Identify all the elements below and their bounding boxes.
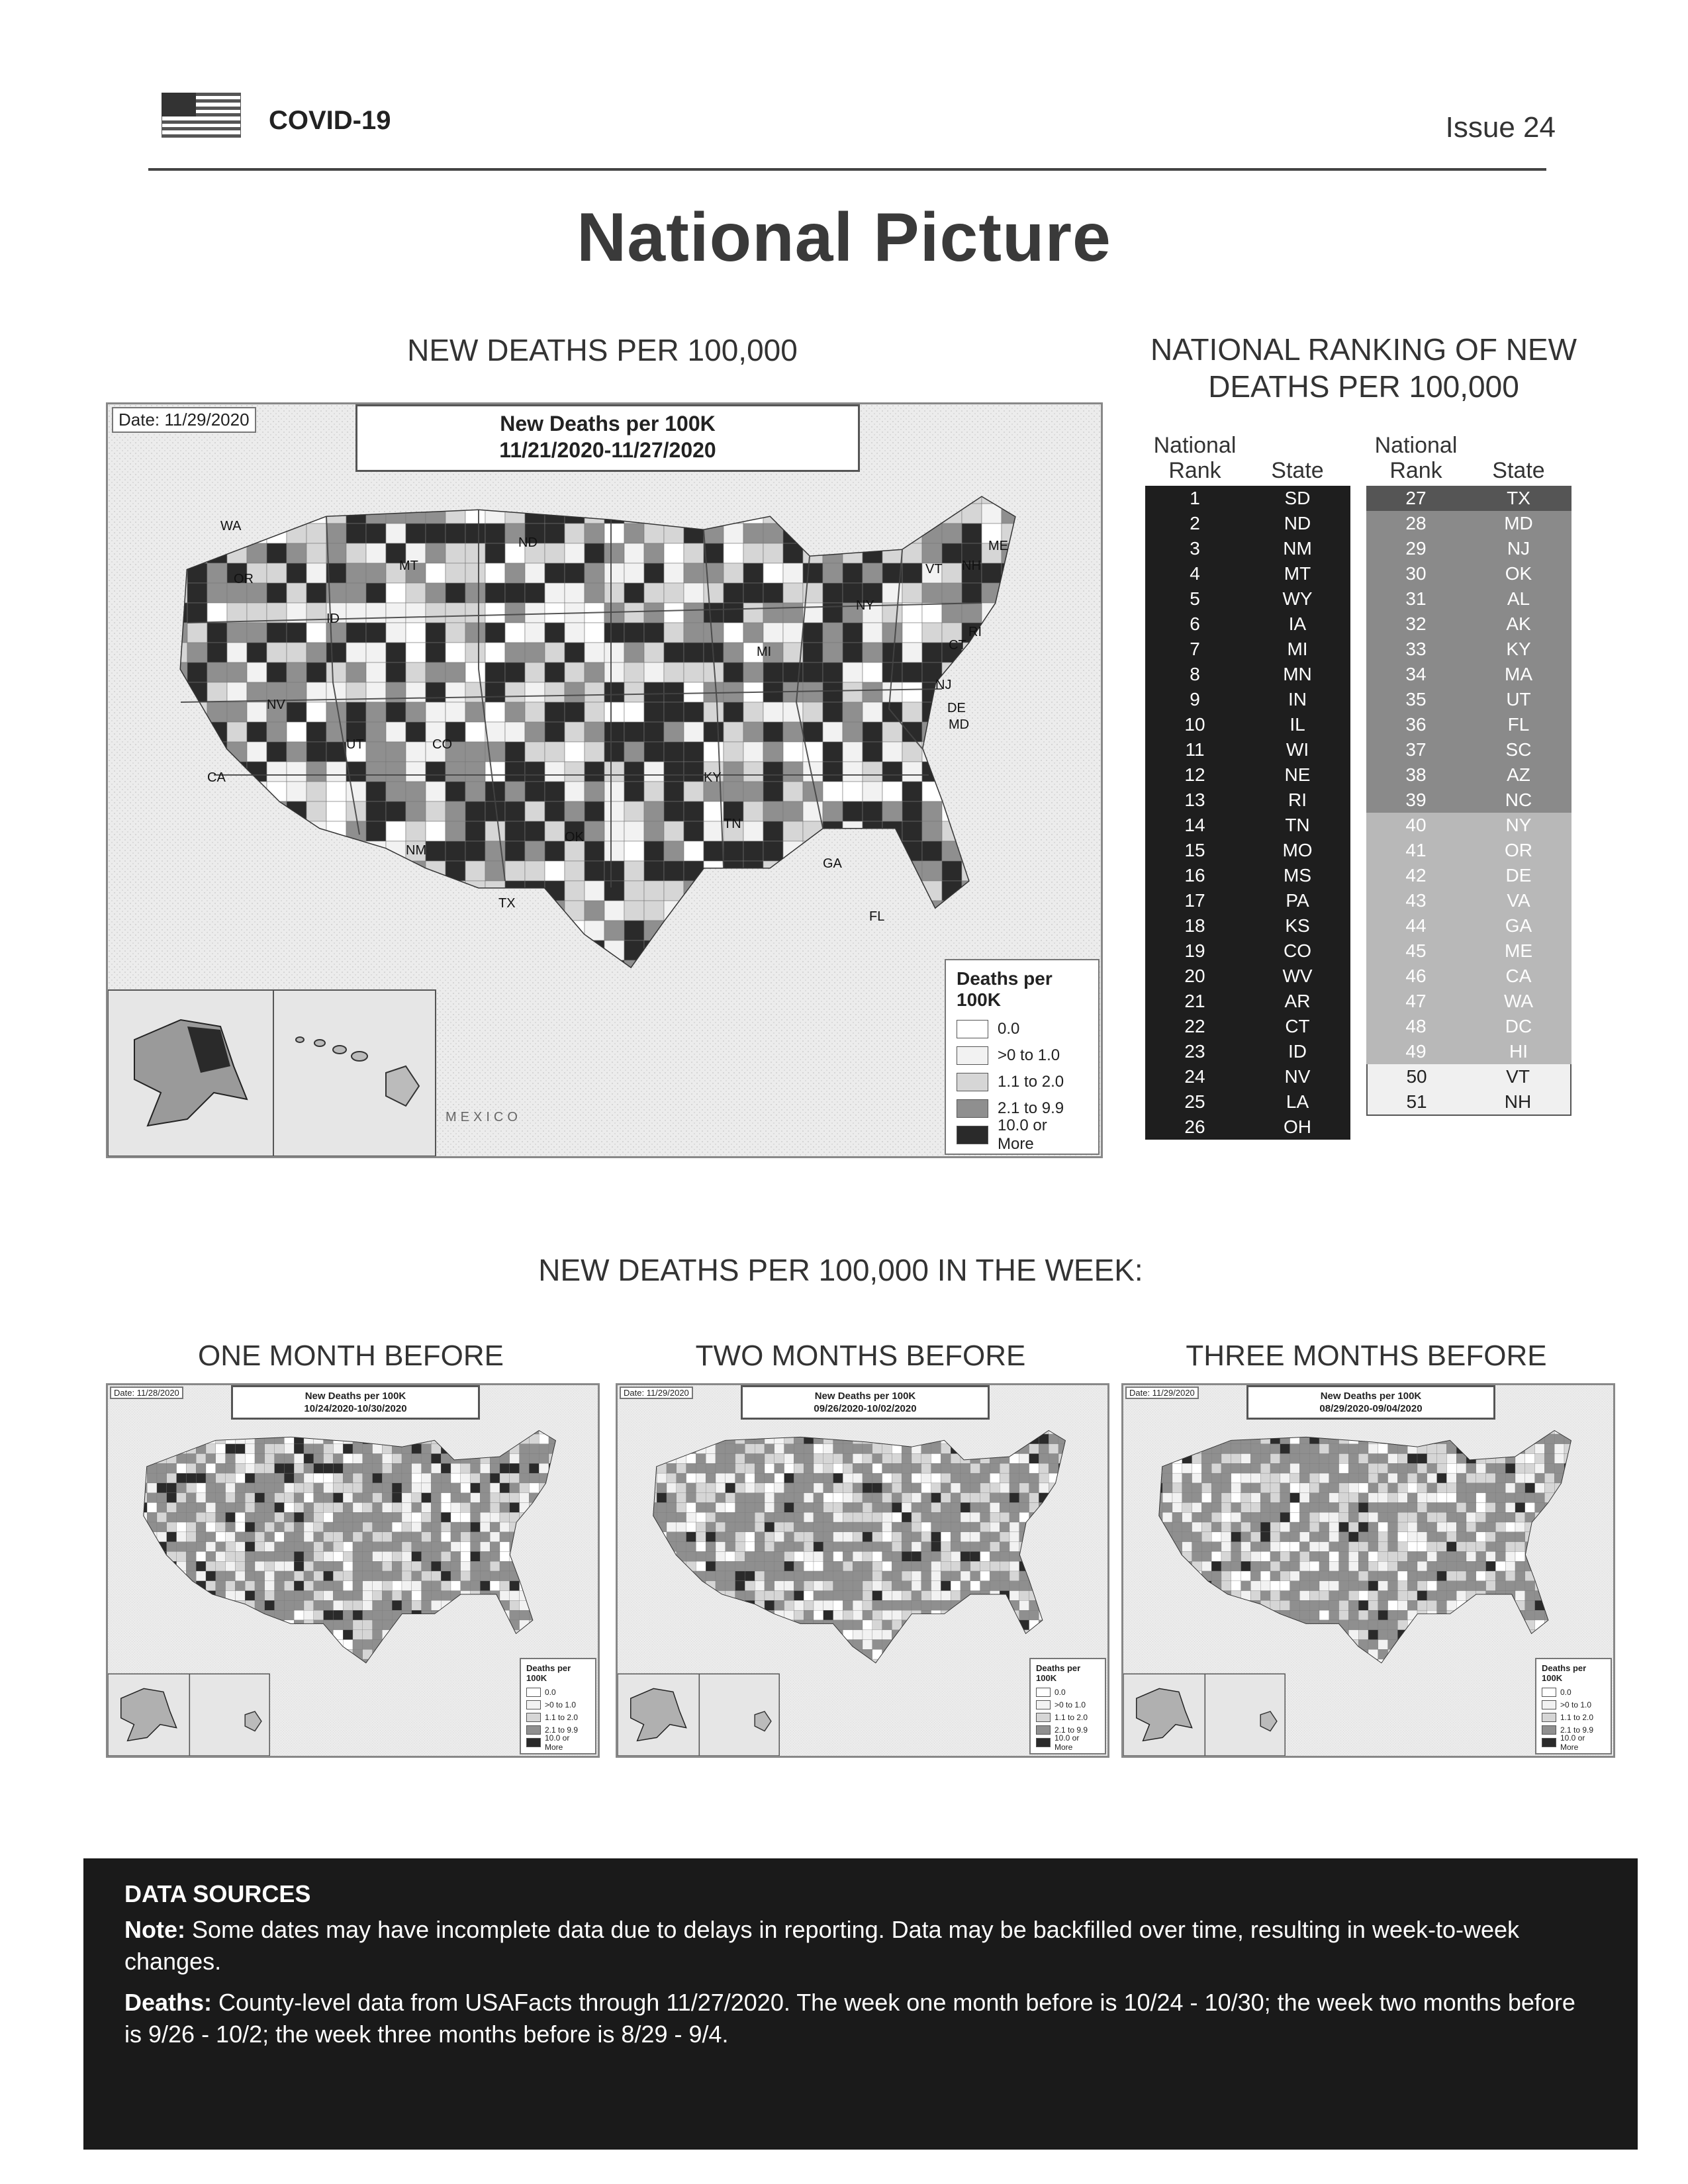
week-map-legend — [520, 1658, 596, 1754]
week-map-heading — [741, 1385, 990, 1420]
rank-row — [1366, 612, 1571, 637]
rank-number: 24 — [1184, 1066, 1205, 1087]
rank-state: ND — [1284, 513, 1311, 533]
legend-item — [1542, 1733, 1605, 1752]
rank-row — [1145, 863, 1350, 888]
legend-label: 10.0 or More — [544, 1733, 570, 1752]
legend-label: 0.0 — [545, 1687, 556, 1697]
legend-swatch — [526, 1738, 541, 1747]
week-map-label: THREE MONTHS BEFORE — [1186, 1340, 1547, 1372]
legend-item — [1542, 1698, 1605, 1711]
rank-number: 29 — [1405, 538, 1427, 559]
legend-swatch — [957, 1073, 988, 1091]
rank-number: 17 — [1184, 890, 1205, 911]
rank-head-line2: Rank — [1389, 458, 1442, 483]
map-heading-line1: New Deaths per 100K — [500, 412, 716, 435]
rank-row — [1145, 637, 1350, 662]
rank-row — [1145, 813, 1350, 838]
legend-label: 0.0 — [1055, 1687, 1066, 1697]
rank-state: OR — [1505, 840, 1532, 860]
rank-row — [1145, 964, 1350, 989]
note-label: Note: — [124, 1916, 185, 1943]
legend-title-line1: Deaths per — [526, 1663, 571, 1673]
rank-number: 25 — [1184, 1091, 1205, 1112]
rank-row — [1366, 964, 1571, 989]
state-label: NJ — [935, 678, 952, 692]
rank-number: 42 — [1405, 865, 1427, 886]
rank-row — [1366, 737, 1571, 762]
legend-item — [1542, 1711, 1605, 1723]
map-heading — [355, 404, 860, 472]
rank-number: 35 — [1405, 689, 1427, 709]
legend-swatch — [1036, 1688, 1051, 1697]
legend-swatch — [1542, 1700, 1556, 1709]
rank-number: 2 — [1190, 513, 1200, 533]
rank-row — [1145, 511, 1350, 536]
rank-row — [1366, 561, 1571, 586]
page-title: National Picture — [577, 199, 1111, 276]
state-label: OK — [565, 830, 584, 844]
rank-state: CT — [1285, 1016, 1310, 1036]
rank-row — [1145, 612, 1350, 637]
note-text: Some dates may have incomplete data due to delays in reporting. Data may be backfilled over time, resulting in week-to-week changes. — [124, 1916, 1520, 1975]
rank-row — [1145, 1014, 1350, 1039]
state-label: GA — [823, 856, 842, 871]
state-label: ND — [518, 535, 538, 550]
note-paragraph — [124, 1914, 1597, 1978]
rank-state: MS — [1284, 865, 1311, 886]
legend-swatch — [1542, 1738, 1556, 1747]
week-map-heading — [1246, 1385, 1495, 1420]
rank-number: 28 — [1405, 513, 1427, 533]
legend-label: 0.0 — [1560, 1687, 1571, 1697]
rank-state: MO — [1282, 840, 1313, 860]
issue-number: Issue 24 — [1445, 111, 1556, 144]
rank-state: MN — [1283, 664, 1312, 684]
week-map — [1121, 1383, 1615, 1758]
rank-state: IN — [1288, 689, 1307, 709]
rank-number: 18 — [1184, 915, 1205, 936]
rank-state: MT — [1284, 563, 1311, 584]
legend-label: 2.1 to 9.9 — [1055, 1725, 1088, 1735]
rank-number: 8 — [1190, 664, 1200, 684]
legend-swatch — [1542, 1725, 1556, 1735]
legend-swatch — [526, 1725, 541, 1735]
week-map-legend — [1029, 1658, 1106, 1754]
rank-state: AK — [1506, 614, 1531, 634]
rank-state: WY — [1282, 588, 1313, 609]
legend-label: 1.1 to 2.0 — [998, 1073, 1064, 1091]
rank-row — [1366, 989, 1571, 1014]
rank-number: 36 — [1405, 714, 1427, 735]
week-map-heading-line2: 08/29/2020-09/04/2020 — [1319, 1403, 1423, 1414]
rank-number: 48 — [1405, 1016, 1427, 1036]
week-map-label: TWO MONTHS BEFORE — [695, 1340, 1026, 1372]
rank-number: 37 — [1405, 739, 1427, 760]
legend-swatch — [957, 1020, 988, 1038]
rank-number: 20 — [1184, 966, 1205, 986]
legend-item — [957, 1042, 1088, 1069]
week-section-title: NEW DEATHS PER 100,000 IN THE WEEK: — [538, 1253, 1143, 1287]
rank-number: 50 — [1406, 1066, 1427, 1087]
legend-item — [957, 1116, 1088, 1153]
state-label: MT — [399, 559, 418, 573]
rank-state: PA — [1286, 890, 1309, 911]
rank-number: 43 — [1405, 890, 1427, 911]
rank-row — [1145, 888, 1350, 913]
legend-item — [1036, 1711, 1100, 1723]
rank-state: IL — [1289, 714, 1305, 735]
rank-row — [1145, 762, 1350, 788]
legend-item — [1542, 1686, 1605, 1698]
rank-state: AL — [1507, 588, 1530, 609]
rank-row — [1145, 913, 1350, 938]
state-col-head-right: State — [1492, 458, 1545, 483]
rank-row — [1145, 1064, 1350, 1089]
rank-row — [1145, 712, 1350, 737]
state-label: WA — [220, 519, 242, 533]
rank-number: 27 — [1405, 488, 1427, 508]
rank-state: GA — [1505, 915, 1532, 936]
rank-state: OH — [1284, 1116, 1311, 1137]
ranking-table-left — [1145, 486, 1350, 1140]
week-map-heading — [231, 1385, 480, 1420]
rank-row — [1366, 938, 1571, 964]
rank-row — [1366, 913, 1571, 938]
state-label: RI — [968, 625, 982, 639]
deaths-paragraph — [124, 1987, 1597, 2050]
rank-state: NC — [1505, 790, 1532, 810]
legend-swatch — [526, 1688, 541, 1697]
rank-number: 47 — [1405, 991, 1427, 1011]
rank-row — [1145, 788, 1350, 813]
ranking-title-line1: NATIONAL RANKING OF NEW — [1150, 332, 1577, 367]
rank-row — [1145, 938, 1350, 964]
rank-row — [1145, 536, 1350, 561]
state-label: DE — [947, 701, 966, 715]
rank-row — [1366, 1014, 1571, 1039]
rank-number: 45 — [1405, 940, 1427, 961]
rank-state: NJ — [1507, 538, 1530, 559]
state-label: CO — [432, 737, 452, 752]
state-label: CA — [207, 770, 226, 785]
rank-number: 6 — [1190, 614, 1200, 634]
rank-state: RI — [1288, 790, 1307, 810]
rank-row — [1366, 762, 1571, 788]
rank-head-line2: Rank — [1168, 458, 1221, 483]
legend-swatch — [1036, 1725, 1051, 1735]
rank-row — [1366, 486, 1571, 511]
rank-state: SD — [1284, 488, 1311, 508]
rank-number: 7 — [1190, 639, 1200, 659]
rank-state: LA — [1286, 1091, 1309, 1112]
legend-label: 0.0 — [998, 1020, 1020, 1038]
legend-swatch — [1036, 1738, 1051, 1747]
rank-state: FL — [1507, 714, 1530, 735]
rank-state: CA — [1505, 966, 1532, 986]
rank-state: OK — [1505, 563, 1532, 584]
rank-number: 26 — [1184, 1116, 1205, 1137]
rank-state: DE — [1505, 865, 1532, 886]
rank-number: 22 — [1184, 1016, 1205, 1036]
data-sources-panel — [83, 1858, 1638, 2150]
rank-number: 10 — [1184, 714, 1205, 735]
rank-col-head-left — [1145, 433, 1244, 483]
state-label: NH — [962, 559, 981, 573]
rank-state: MI — [1287, 639, 1308, 659]
rank-row — [1145, 586, 1350, 612]
rank-number: 16 — [1184, 865, 1205, 886]
legend-label: 2.1 to 9.9 — [1560, 1725, 1594, 1735]
rank-state: NE — [1284, 764, 1311, 785]
ranking-title — [1112, 331, 1615, 405]
state-label: NM — [406, 843, 427, 858]
legend-item — [1036, 1698, 1100, 1711]
state-col-head-left: State — [1271, 458, 1324, 483]
rank-state: MD — [1504, 513, 1533, 533]
legend-title-line2: 100K — [957, 989, 1001, 1010]
rank-row — [1145, 1115, 1350, 1140]
rank-head-line1: National — [1374, 433, 1458, 458]
rank-state: WV — [1282, 966, 1313, 986]
legend-label: 1.1 to 2.0 — [545, 1712, 579, 1722]
rank-state: NY — [1505, 815, 1532, 835]
rank-number: 38 — [1405, 764, 1427, 785]
rank-row — [1366, 888, 1571, 913]
rank-number: 1 — [1190, 488, 1200, 508]
rank-row — [1366, 662, 1571, 687]
state-label: UT — [346, 737, 364, 752]
deaths-label: Deaths: — [124, 1989, 212, 2016]
legend-item — [526, 1698, 590, 1711]
week-map-date: Date: 11/28/2020 — [110, 1387, 183, 1399]
rank-number: 5 — [1190, 588, 1200, 609]
ranking-title-line2: DEATHS PER 100,000 — [1208, 369, 1519, 404]
state-label: KY — [704, 770, 722, 785]
rank-number: 9 — [1190, 689, 1200, 709]
rank-head-line1: National — [1153, 433, 1237, 458]
rank-state: VT — [1506, 1066, 1530, 1087]
map-date: Date: 11/29/2020 — [112, 407, 256, 433]
rank-row — [1366, 637, 1571, 662]
legend-label: >0 to 1.0 — [1055, 1700, 1086, 1709]
rank-number: 14 — [1184, 815, 1205, 835]
rank-number: 44 — [1405, 915, 1427, 936]
legend-label: 10.0 or More — [1054, 1733, 1080, 1752]
rank-state: ID — [1288, 1041, 1307, 1062]
week-map-heading-line1: New Deaths per 100K — [1320, 1390, 1422, 1402]
rank-number: 34 — [1405, 664, 1427, 684]
legend-swatch — [1542, 1688, 1556, 1697]
state-label: VT — [925, 562, 943, 576]
rank-row — [1145, 561, 1350, 586]
legend-label: >0 to 1.0 — [1560, 1700, 1592, 1709]
legend-title-line1: Deaths per — [957, 968, 1053, 989]
state-label: ME — [988, 539, 1008, 553]
legend-item — [957, 1016, 1088, 1042]
legend-title-line2: 100K — [1036, 1673, 1057, 1683]
rank-row — [1366, 1064, 1571, 1089]
rank-state: AR — [1284, 991, 1311, 1011]
rank-number: 12 — [1184, 764, 1205, 785]
map-legend — [945, 959, 1100, 1155]
data-sources-title: DATA SOURCES — [124, 1880, 311, 1907]
rank-number: 30 — [1405, 563, 1427, 584]
legend-label: 2.1 to 9.9 — [545, 1725, 579, 1735]
rank-row — [1145, 737, 1350, 762]
legend-item — [1036, 1733, 1100, 1752]
week-map-heading-line1: New Deaths per 100K — [814, 1390, 916, 1402]
rank-state: TN — [1285, 815, 1310, 835]
rank-state: CO — [1284, 940, 1311, 961]
legend-label: >0 to 1.0 — [998, 1046, 1060, 1064]
legend-label: 2.1 to 9.9 — [998, 1099, 1064, 1117]
rank-number: 46 — [1405, 966, 1427, 986]
rank-row — [1366, 536, 1571, 561]
rank-row — [1366, 511, 1571, 536]
week-map-heading-line2: 09/26/2020-10/02/2020 — [814, 1403, 917, 1414]
week-map-legend — [1535, 1658, 1612, 1754]
rank-number: 19 — [1184, 940, 1205, 961]
rank-state: MA — [1505, 664, 1532, 684]
legend-item — [526, 1711, 590, 1723]
legend-title-line1: Deaths per — [1542, 1663, 1587, 1673]
rank-number: 51 — [1406, 1091, 1427, 1112]
rank-number: 11 — [1185, 739, 1205, 760]
rank-row — [1145, 687, 1350, 712]
rank-row — [1366, 687, 1571, 712]
rank-row — [1145, 989, 1350, 1014]
rank-row — [1366, 813, 1571, 838]
legend-swatch — [957, 1126, 988, 1144]
state-label: ID — [326, 612, 340, 626]
rank-state: NH — [1504, 1091, 1532, 1112]
rank-state: TX — [1507, 488, 1530, 508]
rank-row — [1366, 838, 1571, 863]
legend-swatch — [1542, 1713, 1556, 1722]
state-label: TN — [724, 817, 741, 831]
legend-label: 1.1 to 2.0 — [1560, 1712, 1594, 1722]
legend-title-line1: Deaths per — [1036, 1663, 1081, 1673]
rank-number: 41 — [1405, 840, 1427, 860]
legend-label: 10.0 or More — [997, 1116, 1047, 1153]
rank-state: ME — [1505, 940, 1532, 961]
rank-state: SC — [1505, 739, 1532, 760]
rank-state: WI — [1286, 739, 1309, 760]
legend-title-line2: 100K — [1542, 1673, 1563, 1683]
deaths-text: County-level data from USAFacts through 11/27/2020. The week one month before is 10/24 - 10/30; the week two months before is 9/26 - 10/2; the week three months before is 8/29 - 9/4. — [124, 1989, 1575, 2048]
legend-label: 10.0 or More — [1560, 1733, 1585, 1752]
rank-row — [1366, 712, 1571, 737]
legend-swatch — [526, 1700, 541, 1709]
week-map-heading-line1: New Deaths per 100K — [305, 1390, 406, 1402]
legend-swatch — [1036, 1713, 1051, 1722]
legend-item — [526, 1733, 590, 1752]
legend-swatch — [957, 1099, 988, 1118]
rank-number: 49 — [1405, 1041, 1427, 1062]
rank-number: 4 — [1190, 563, 1200, 584]
state-label: NV — [267, 698, 285, 712]
header-divider — [148, 168, 1546, 171]
rank-number: 3 — [1190, 538, 1200, 559]
mexico-label: MEXICO — [445, 1110, 522, 1124]
rank-state: NV — [1284, 1066, 1311, 1087]
rank-col-head-right — [1366, 433, 1466, 483]
legend-swatch — [526, 1713, 541, 1722]
week-map-heading-line2: 10/24/2020-10/30/2020 — [304, 1403, 407, 1414]
ranking-table-right — [1366, 486, 1571, 1116]
legend-item — [957, 1069, 1088, 1095]
legend-label: >0 to 1.0 — [545, 1700, 577, 1709]
rank-row — [1145, 838, 1350, 863]
state-label: NY — [856, 598, 874, 613]
state-label: TX — [498, 896, 516, 911]
legend-swatch — [1036, 1700, 1051, 1709]
legend-item — [526, 1686, 590, 1698]
week-map-date: Date: 11/29/2020 — [1125, 1387, 1199, 1399]
legend-label: 1.1 to 2.0 — [1055, 1712, 1088, 1722]
state-label: FL — [869, 909, 885, 924]
rank-state: HI — [1509, 1041, 1528, 1062]
rank-row — [1366, 586, 1571, 612]
rank-state: AZ — [1507, 764, 1530, 785]
state-label: MI — [757, 645, 772, 659]
rank-number: 31 — [1405, 588, 1427, 609]
rank-state: KS — [1285, 915, 1310, 936]
map-heading-line2: 11/21/2020-11/27/2020 — [499, 438, 716, 462]
rank-number: 13 — [1184, 790, 1205, 810]
week-map-label: ONE MONTH BEFORE — [197, 1340, 504, 1372]
rank-row — [1366, 863, 1571, 888]
legend-item — [1036, 1686, 1100, 1698]
rank-state: DC — [1505, 1016, 1532, 1036]
rank-state: NM — [1283, 538, 1312, 559]
main-map-title: NEW DEATHS PER 100,000 — [407, 333, 798, 367]
main-map — [106, 402, 1103, 1158]
rank-row — [1145, 1039, 1350, 1064]
rank-state: IA — [1288, 614, 1307, 634]
week-map — [106, 1383, 600, 1758]
legend-title-line2: 100K — [526, 1673, 547, 1683]
rank-number: 40 — [1405, 815, 1427, 835]
week-map — [616, 1383, 1109, 1758]
rank-row — [1145, 486, 1350, 511]
rank-row — [1145, 1089, 1350, 1115]
rank-number: 15 — [1184, 840, 1205, 860]
rank-state: WA — [1503, 991, 1534, 1011]
rank-state: UT — [1506, 689, 1531, 709]
state-label: OR — [234, 572, 254, 586]
rank-state: KY — [1506, 639, 1531, 659]
rank-number: 39 — [1405, 790, 1427, 810]
rank-row — [1366, 788, 1571, 813]
legend-swatch — [957, 1046, 988, 1065]
rank-row — [1366, 1089, 1571, 1116]
rank-row — [1366, 1039, 1571, 1064]
state-label: CT — [949, 638, 966, 653]
header-label: COVID-19 — [269, 106, 391, 135]
rank-number: 32 — [1405, 614, 1427, 634]
rank-number: 21 — [1184, 991, 1205, 1011]
us-flag-icon — [162, 93, 241, 138]
rank-number: 33 — [1405, 639, 1427, 659]
state-label: MD — [949, 717, 970, 732]
rank-row — [1145, 662, 1350, 687]
rank-number: 23 — [1184, 1041, 1205, 1062]
rank-state: VA — [1507, 890, 1530, 911]
week-map-date: Date: 11/29/2020 — [620, 1387, 693, 1399]
